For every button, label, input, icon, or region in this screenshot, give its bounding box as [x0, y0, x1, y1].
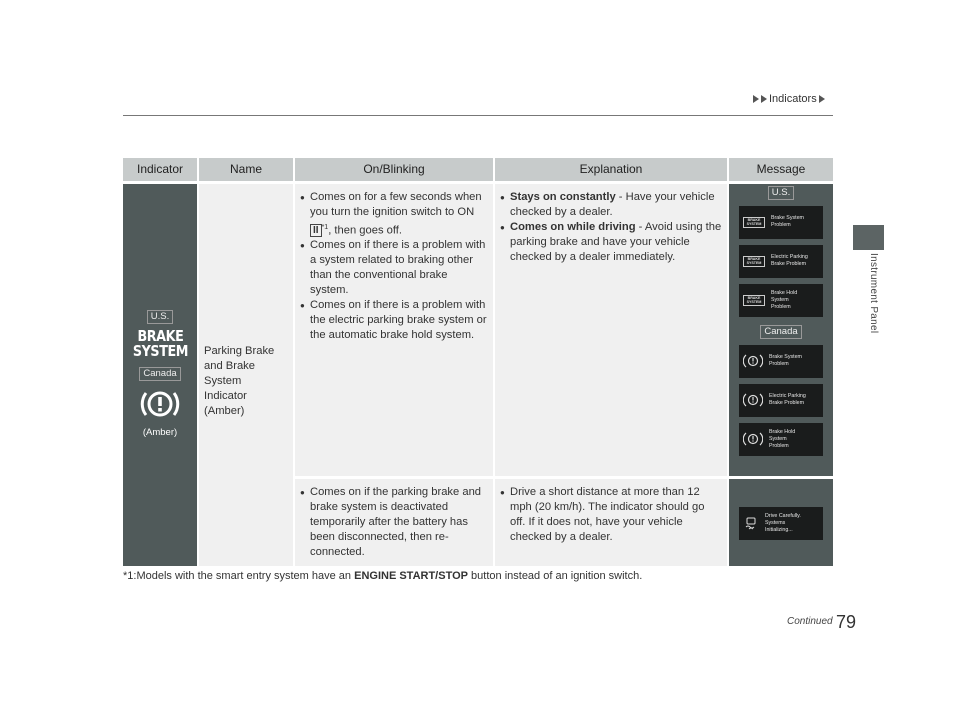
arrow-right-icon	[753, 95, 759, 103]
canada-tag: Canada	[760, 325, 801, 339]
header-rule	[123, 115, 833, 116]
message-screen: BRAKE SYSTEM Brake Hold System Problem	[739, 284, 823, 317]
brake-warning-icon	[743, 431, 763, 447]
message-cell	[728, 477, 833, 566]
indicator-table	[123, 158, 833, 566]
list-item: ● Comes on while driving - Avoid using the parking brake and have your vehicle checked by a dealer immediately.	[500, 220, 722, 265]
section-tab	[853, 225, 884, 250]
message-screen: Brake System Problem	[739, 345, 823, 378]
indicator-name: Parking Brake and Brake System Indicator (Amber)	[204, 344, 275, 417]
column-header: Explanation	[494, 158, 728, 182]
list-item: ● Stays on constantly - Have your vehicle checked by a dealer.	[500, 190, 722, 220]
list-item: ● Comes on for a few seconds when you turn the ignition switch to ON II $^{*1}$, then goes off.	[300, 190, 488, 239]
system-label: SYSTEM	[132, 341, 188, 360]
on-blinking-cell	[294, 182, 494, 477]
breadcrumb	[753, 93, 825, 105]
table-header-row	[123, 158, 833, 182]
continued-label: Continued	[787, 616, 833, 627]
indicator-color-note: (Amber)	[142, 426, 178, 438]
brake-warning-icon	[139, 385, 181, 423]
on-blinking-cell	[294, 477, 494, 566]
us-tag: U.S.	[768, 186, 794, 200]
message-screen: Brake Hold System Problem	[739, 423, 823, 456]
ignition-position-badge: II	[310, 224, 322, 237]
brake-label: BRAKE	[137, 326, 183, 345]
indicator-cell	[123, 182, 198, 566]
brake-warning-icon	[743, 353, 763, 369]
us-tag: U.S.	[147, 310, 173, 324]
message-cell	[728, 182, 833, 477]
list-item: ● Drive a short distance at more than 12 mph (20 km/h). The indicator should go off. If it does not, have your vehicle checked by a dealer.	[500, 485, 722, 545]
column-header: Name	[198, 158, 294, 182]
table-row	[123, 182, 833, 477]
arrow-right-icon	[819, 95, 825, 103]
explanation-cell	[494, 477, 728, 566]
arrow-right-icon	[761, 95, 767, 103]
brake-system-icon: BRAKE SYSTEM	[743, 295, 765, 306]
column-header: Message	[728, 158, 833, 182]
message-screen: BRAKE SYSTEM Brake System Problem	[739, 206, 823, 239]
canada-tag: Canada	[139, 367, 180, 381]
list-item: ● Comes on if the parking brake and brake system is deactivated temporarily after the battery has been disconnected, then re-connected.	[300, 485, 488, 560]
footnote-ref: *1	[321, 223, 329, 231]
brake-system-icon: BRAKE SYSTEM	[743, 217, 765, 228]
list-item: ● Comes on if there is a problem with a system related to braking other than the conventional brake system.	[300, 238, 488, 298]
column-header: On/Blinking	[294, 158, 494, 182]
brake-system-icon: BRAKE SYSTEM	[743, 256, 765, 267]
brake-system-icon	[128, 326, 193, 360]
section-label: Instrument Panel	[868, 253, 879, 334]
footnote: *1:Models with the smart entry system have an ENGINE START/STOP button instead of an ignition switch.	[123, 570, 643, 582]
brake-warning-icon	[743, 392, 763, 408]
breadcrumb-label: Indicators	[769, 93, 817, 105]
column-header: Indicator	[123, 158, 198, 182]
explanation-cell	[494, 182, 728, 477]
stability-control-icon	[743, 515, 759, 531]
message-screen: Electric Parking Brake Problem	[739, 384, 823, 417]
message-screen: Drive Carefully. Systems Initializing...	[739, 507, 823, 540]
page-number: 79	[836, 612, 857, 632]
list-item: ● Comes on if there is a problem with the electric parking brake system or the automatic brake hold system.	[300, 298, 488, 343]
name-cell	[198, 182, 294, 566]
message-screen: BRAKE SYSTEM Electric Parking Brake Problem	[739, 245, 823, 278]
